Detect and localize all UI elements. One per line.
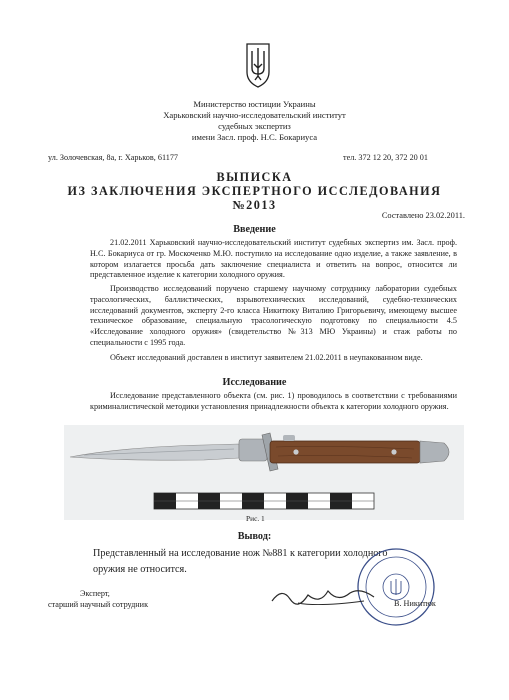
institution-header [0,99,509,143]
figure-caption: Рис. 1 [246,514,265,523]
title-line: ИЗ ЗАКЛЮЧЕНИЯ ЭКСПЕРТНОГО ИССЛЕДОВАНИЯ [67,184,442,198]
intro-paragraph: Производство исследований поручено старшему научному сотруднику лаборатории судебных трасологических, баллистических, взрывотехнических исследований, судебно-технических исследований документов, эксперту 2-го класса Никитюку Виталию Григорьевичу, имеющему высшее техническое образование, специальную трасологическую подготовку по специальности 4.5 «Исследование холодного оружия» (свидетельство №313 МЮ Украины) и стаж работы по специальности с 1995 года. [90,284,457,347]
trident-emblem-icon [245,42,271,88]
header-line: Харьковский научно-исследовательский институт [163,110,346,120]
signature-name: В. Никитюк [394,599,436,608]
research-paragraph: Исследование представленного объекта (см. рис. 1) проводилось в соответствии с требованиями криминалистической методики установления принадлежности объекта к категории холодного оружия. [90,391,457,411]
compiled-date: Составлено 23.02.2011. [381,211,465,220]
address-phone: тел. 372 12 20, 372 20 01 [343,153,428,162]
research-heading: Исследование [222,377,287,388]
signature-role: старший научный сотрудник [48,600,149,609]
header-line: Министерство юстиции Украины [193,99,316,109]
intro-paragraph: Объект исследований доставлен в институт заявителем 21.02.2011 в неупакованном виде. [110,353,423,362]
signature-role: Эксперт, [80,589,110,598]
conclusion-line1: Представленный на исследование нож № [93,548,273,559]
handwritten-signature-icon [268,583,380,609]
title-line: №2013 [232,198,277,212]
document-title [0,170,509,212]
knife-photo [64,425,464,520]
title-line: ВЫПИСКА [216,170,293,184]
intro-heading: Введение [233,224,276,235]
conclusion-line1-end: к категории холодного [287,548,388,559]
intro-paragraph: 21.02.2011 Харьковский научно-исследовательский институт судебных экспертиз им. Засл. проф. Н.С. Бокариуса от гр. Москоченко М.Ю. поступило на исследование одно изделие, а также заявление, в котором излагается просьба дать заключение специалиста и ответить на вопрос, относится ли представленное изделие к категории холодного оружия. [90,238,457,280]
header-line: судебных экспертиз [218,121,291,131]
conclusion-line2: оружия не относится. [93,564,187,575]
conclusion-heading: Вывод: [237,531,272,542]
address-street: ул. Золочевская, 8а, г. Харьков, 61177 [48,153,179,162]
knife-number: 881 [272,548,288,559]
header-line: имени Засл. проф. Н.С. Бокариуса [191,132,318,142]
